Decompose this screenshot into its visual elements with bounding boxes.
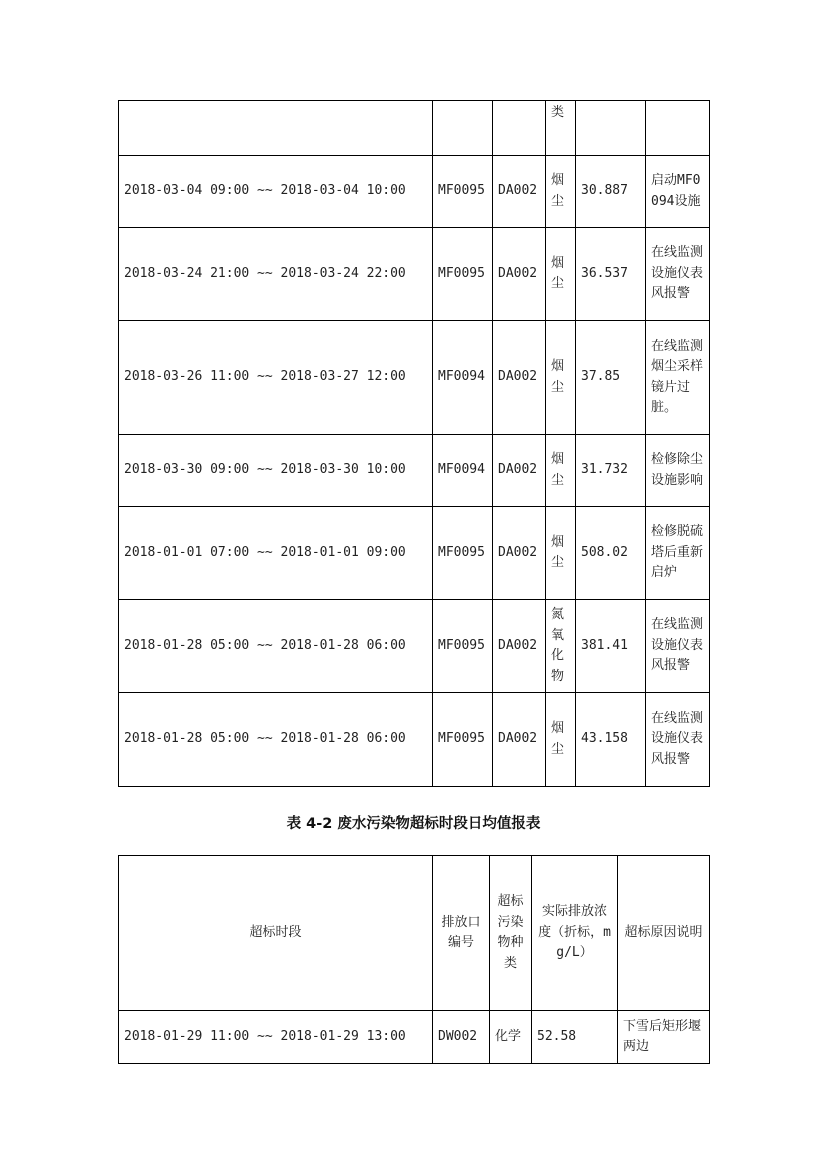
- reason-cell: 在线监测设施仪表风报警: [646, 600, 710, 693]
- unit-cell: MF0095: [433, 507, 493, 600]
- reason-cell: 下雪后矩形堰两边: [618, 1011, 710, 1064]
- outlet-cell: DA002: [493, 507, 546, 600]
- table-row: [119, 156, 710, 228]
- value-cell: 37.85: [576, 321, 646, 435]
- concentration-header: 实际排放浓度（折标，mg/L）: [532, 856, 618, 1011]
- pollutant-cell: 化学: [490, 1011, 532, 1064]
- wastewater-exceedance-table: [118, 855, 710, 1064]
- outlet-cell: DW002: [433, 1011, 490, 1064]
- unit-cell: MF0094: [433, 321, 493, 435]
- period-header: 超标时段: [119, 856, 433, 1011]
- period-cell: 2018-03-30 09:00 ~~ 2018-03-30 10:00: [119, 435, 433, 507]
- table-row: [119, 1011, 710, 1064]
- value-cell: 508.02: [576, 507, 646, 600]
- unit-cell: MF0095: [433, 600, 493, 693]
- reason-cell: 检修除尘设施影响: [646, 435, 710, 507]
- table-row: [119, 600, 710, 693]
- table-row: [119, 507, 710, 600]
- unit-cell: MF0095: [433, 693, 493, 787]
- exceedance-table-continued: [118, 100, 710, 787]
- reason-cell: [646, 101, 710, 156]
- table-caption: 表 4-2 废水污染物超标时段日均值报表: [286, 816, 541, 832]
- unit-cell: [433, 101, 493, 156]
- period-cell: 2018-01-28 05:00 ~~ 2018-01-28 06:00: [119, 600, 433, 693]
- table-row: [119, 228, 710, 321]
- reason-cell: 在线监测烟尘采样镜片过脏。: [646, 321, 710, 435]
- value-cell: 43.158: [576, 693, 646, 787]
- value-cell: 381.41: [576, 600, 646, 693]
- outlet-header: 排放口编号: [433, 856, 490, 1011]
- pollutant-cell: 烟尘: [546, 693, 576, 787]
- pollutant-cell: 氮氧化物: [546, 600, 576, 693]
- outlet-cell: DA002: [493, 693, 546, 787]
- reason-cell: 检修脱硫塔后重新启炉: [646, 507, 710, 600]
- outlet-cell: DA002: [493, 156, 546, 228]
- reason-header: 超标原因说明: [618, 856, 710, 1011]
- period-cell: [119, 101, 433, 156]
- outlet-cell: DA002: [493, 228, 546, 321]
- value-cell: 36.537: [576, 228, 646, 321]
- period-cell: 2018-01-01 07:00 ~~ 2018-01-01 09:00: [119, 507, 433, 600]
- period-cell: 2018-03-26 11:00 ~~ 2018-03-27 12:00: [119, 321, 433, 435]
- table-row: [119, 693, 710, 787]
- table-row: [119, 435, 710, 507]
- pollutant-cell: 烟尘: [546, 156, 576, 228]
- outlet-cell: DA002: [493, 600, 546, 693]
- outlet-cell: DA002: [493, 321, 546, 435]
- table-row: [119, 321, 710, 435]
- pollutant-cell: 烟尘: [546, 228, 576, 321]
- table-row: [119, 101, 710, 156]
- pollutant-cell: 烟尘: [546, 435, 576, 507]
- outlet-cell: DA002: [493, 435, 546, 507]
- reason-cell: 在线监测设施仪表风报警: [646, 228, 710, 321]
- outlet-cell: [493, 101, 546, 156]
- period-cell: 2018-01-28 05:00 ~~ 2018-01-28 06:00: [119, 693, 433, 787]
- unit-cell: MF0095: [433, 156, 493, 228]
- reason-cell: 启动MF0094设施: [646, 156, 710, 228]
- pollutant-cell: 烟尘: [546, 321, 576, 435]
- value-cell: 31.732: [576, 435, 646, 507]
- reason-cell: 在线监测设施仪表风报警: [646, 693, 710, 787]
- unit-cell: MF0094: [433, 435, 493, 507]
- value-cell: [576, 101, 646, 156]
- period-cell: 2018-03-24 21:00 ~~ 2018-03-24 22:00: [119, 228, 433, 321]
- pollutant-cell: 烟尘: [546, 507, 576, 600]
- table-header-row: [119, 856, 710, 1011]
- pollutant-cell: 类: [546, 101, 576, 156]
- value-cell: 30.887: [576, 156, 646, 228]
- period-cell: 2018-03-04 09:00 ~~ 2018-03-04 10:00: [119, 156, 433, 228]
- period-cell: 2018-01-29 11:00 ~~ 2018-01-29 13:00: [119, 1011, 433, 1064]
- pollutant-header: 超标污染物种类: [490, 856, 532, 1011]
- concentration-cell: 52.58: [532, 1011, 618, 1064]
- unit-cell: MF0095: [433, 228, 493, 321]
